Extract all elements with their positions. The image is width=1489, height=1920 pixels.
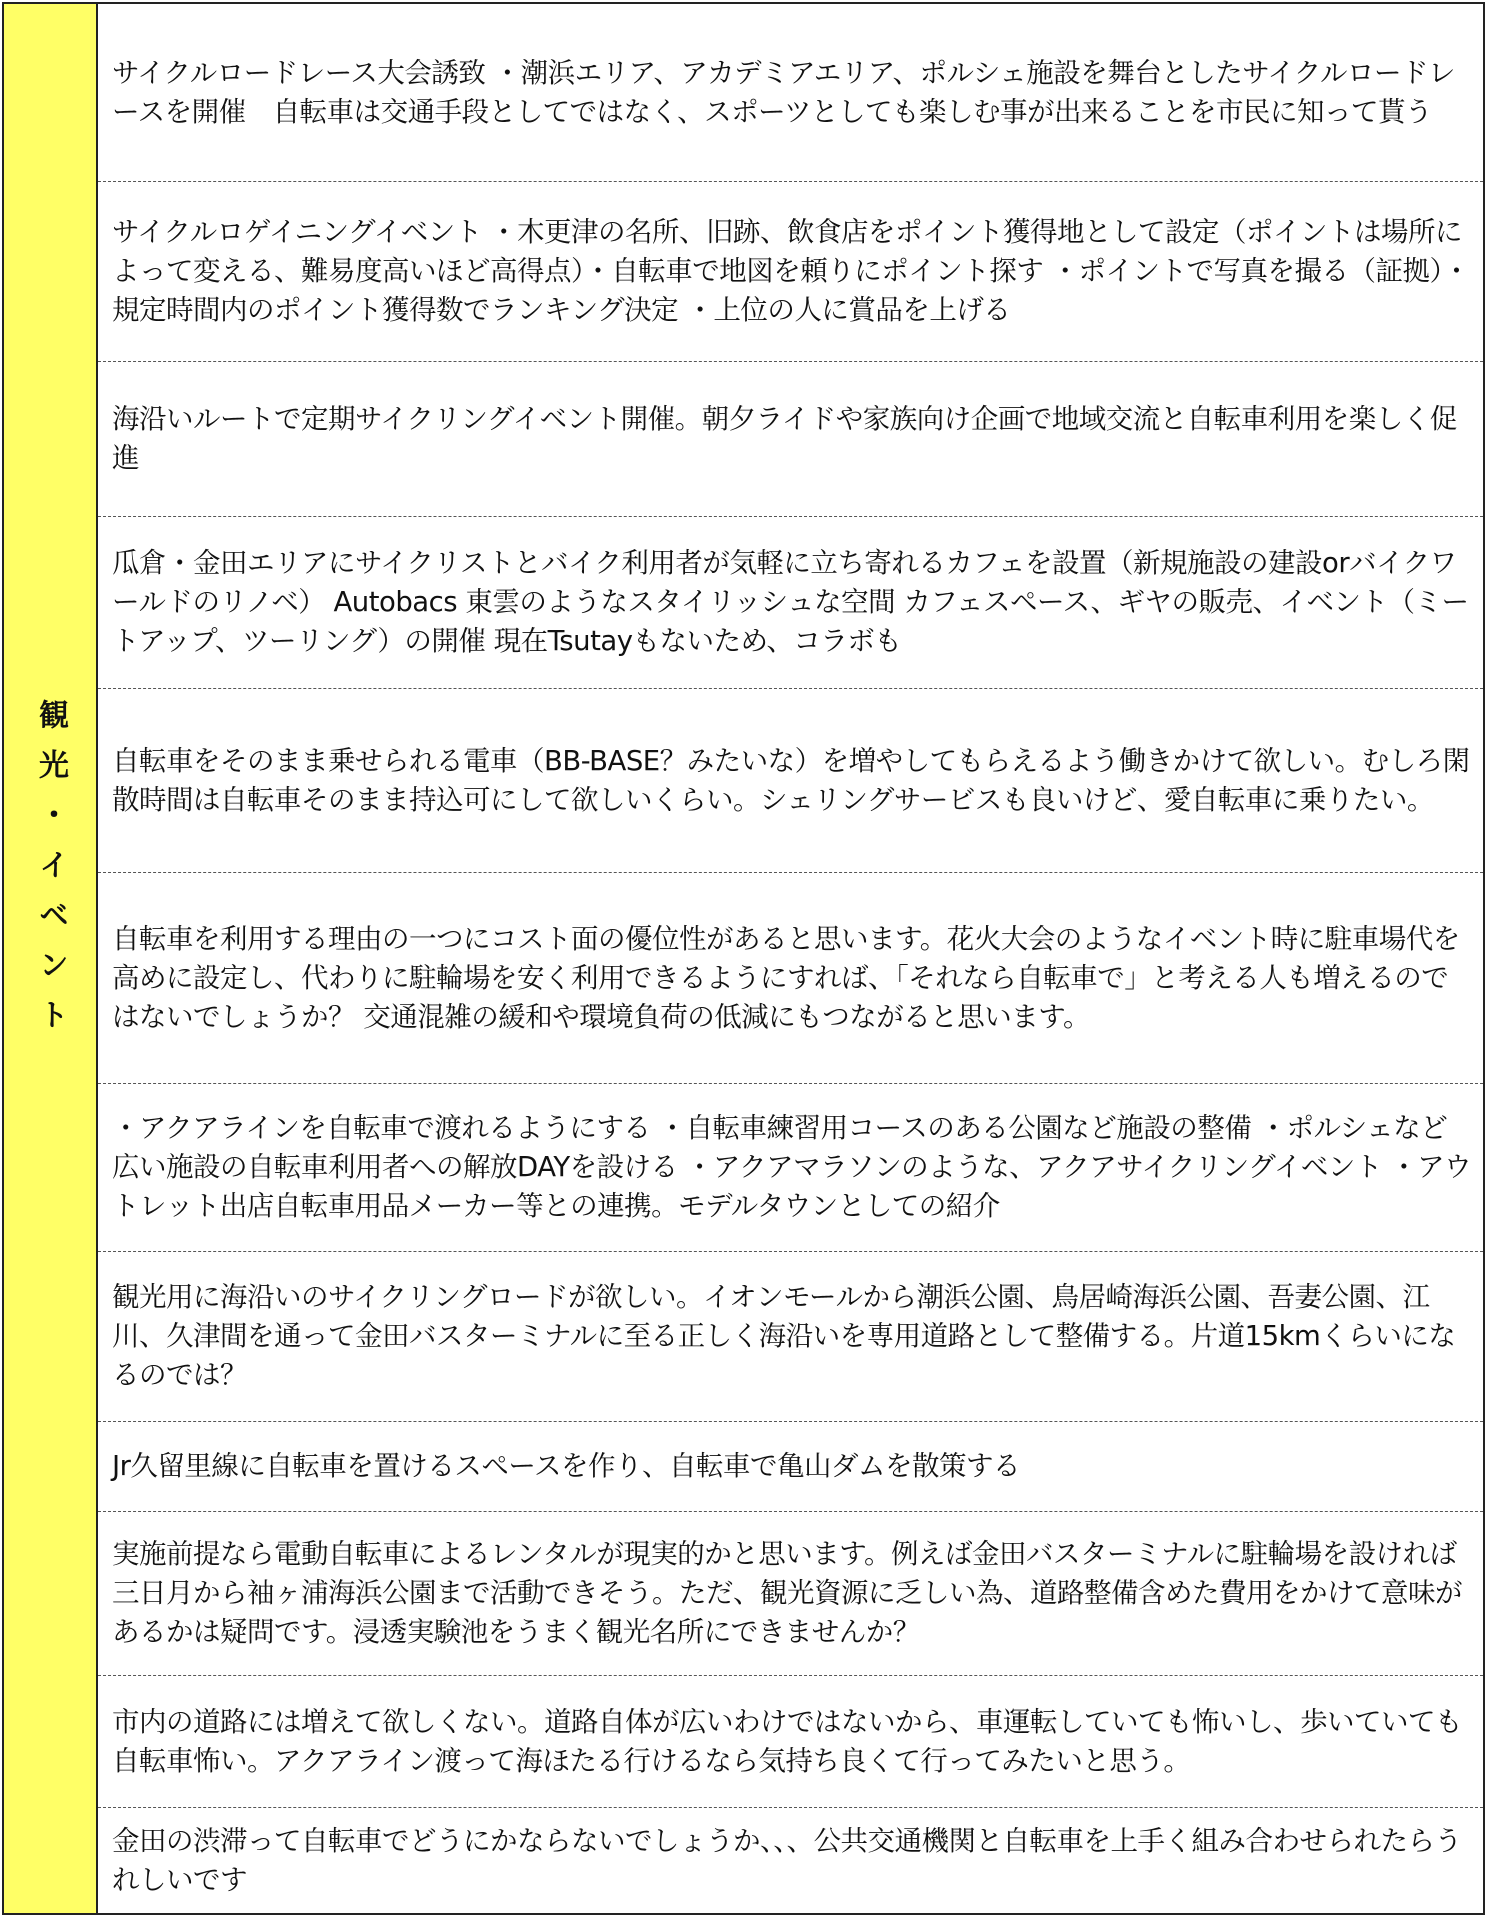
comment-text: サイクルロゲイニングイベント ・木更津の名所、旧跡、飲食店をポイント獲得地として設定（ポイントは場所によって変える、難易度高いほど高得点）・自転車で地図を頼りにポイント探す ・ポイントで写真を撮る（証拠）・規定時間内のポイント獲得数でランキング決定 ・上位の人に賞品を上げる [112,216,1470,326]
comment-row [98,182,1483,362]
comment-row [98,873,1483,1084]
comment-text: 瓜倉・金田エリアにサイクリストとバイク利用者が気軽に立ち寄れるカフェを設置（新規施設の建設orバイクワールドのリノベ） Autobacs 東雲のようなスタイリッシュな空間 カフェスペース、ギヤの販売、イベント（ミートアップ、ツーリング）の開催 現在Tsutayもないため、コラボも [112,547,1469,657]
comment-row [98,362,1483,517]
comment-row [98,4,1483,182]
comment-row [98,1808,1483,1913]
comment-text: 金田の渋滞って自転車でどうにかならないでしょうか、、、公共交通機関と自転車を上手く組み合わせられたらうれしいです [112,1824,1462,1896]
comment-text: 自転車を利用する理由の一つにコスト面の優位性があると思います。花火大会のようなイベント時に駐車場代を高めに設定し、代わりに駐輪場を安く利用できるようにすれば、「それなら自転車で」と考える人も増えるのではないでしょうか？ 交通混雑の緩和や環境負荷の低減にもつながると思います。 [112,922,1460,1033]
comment-text: 実施前提なら電動自転車によるレンタルが現実的かと思います。例えば金田バスターミナルに駐輪場を設ければ三日月から袖ヶ浦海浜公園まで活動できそう。ただ、観光資源に乏しい為、道路整備含めた費用をかけて意味があるかは疑問です。浸透実験池をうまく観光名所にできませんか？ [112,1538,1462,1648]
category-column [4,4,98,1913]
comment-row [98,517,1483,689]
comment-row [98,689,1483,873]
comment-text: 自転車をそのまま乗せられる電車（BB-BASE？みたいな）を増やしてもらえるよう働きかけて欲しい。むしろ閑散時間は自転車そのまま持込可にして欲しいくらい。シェリングサービスも良いけど、愛自転車に乗りたい。 [112,744,1470,816]
comment-row [98,1252,1483,1422]
comment-table [2,2,1485,1915]
comment-row [98,1422,1483,1512]
comment-row [98,1676,1483,1808]
comment-text: Jr久留里線に自転車を置けるスペースを作り、自転車で亀山ダムを散策する [112,1450,1021,1482]
comment-text: 市内の道路には増えて欲しくない。道路自体が広いわけではないから、車運転していても怖いし、歩いていても自転車怖い。アクアライン渡って海ほたる行けるなら気持ち良くて行ってみたいと思う。 [112,1705,1462,1777]
comment-text: サイクルロードレース大会誘致 ・潮浜エリア、アカデミアエリア、ポルシェ施設を舞台としたサイクルロードレースを開催 自転車は交通手段としてではなく、スポーツとしても楽しむ事が出来ることを市民に知って貰う [112,56,1455,128]
comment-text: 海沿いルートで定期サイクリングイベント開催。朝夕ライドや家族向け企画で地域交流と自転車利用を楽しく促進 [112,403,1457,474]
category-label: 観光・イベント [33,698,68,1049]
comment-text: ・アクアラインを自転車で渡れるようにする ・自転車練習用コースのある公園など施設の整備 ・ポルシェなど広い施設の自転車利用者への解放DAYを設ける ・アクアマラソンのような、アクアサイクリングイベント ・アウトレット出店自転車用品メーカー等との連携。モデルタウンとしての紹介 [112,1112,1472,1222]
comment-text: 観光用に海沿いのサイクリングロードが欲しい。イオンモールから潮浜公園、鳥居崎海浜公園、吾妻公園、江川、久津間を通って金田バスターミナルに至る正しく海沿いを専用道路として整備する。片道15kmくらいになるのでは？ [112,1281,1456,1391]
comment-rows [98,4,1483,1913]
comment-row [98,1084,1483,1252]
comment-row [98,1512,1483,1676]
